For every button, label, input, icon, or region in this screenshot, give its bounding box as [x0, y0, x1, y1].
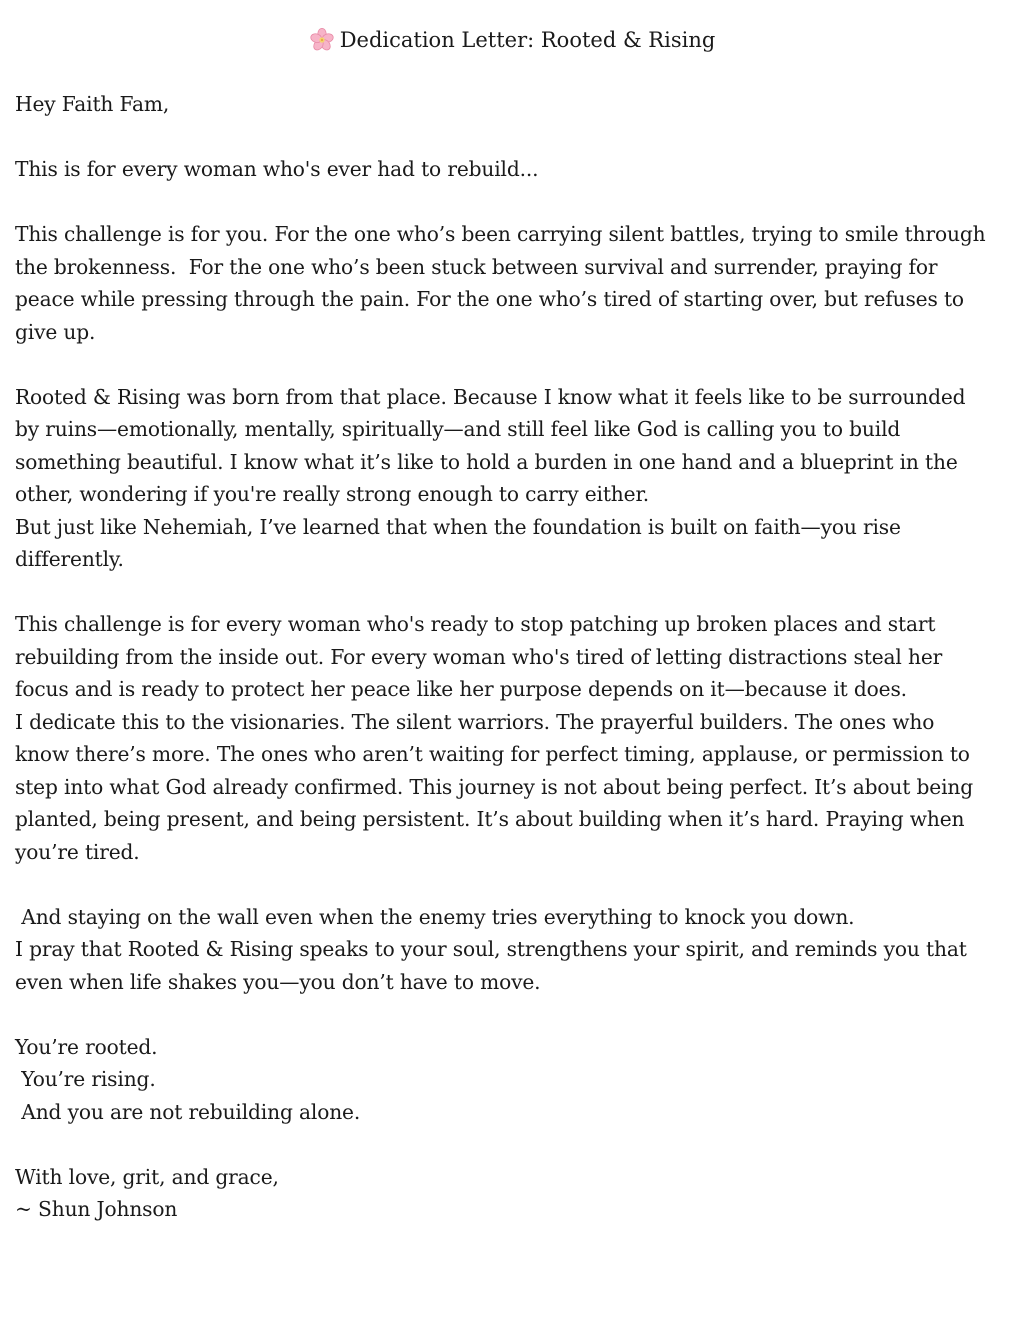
- letter-page: [15, 0, 1010, 1226]
- paragraph-5: [15, 1031, 1010, 1129]
- paragraph-2: [15, 381, 1010, 576]
- text-line: This challenge is for every woman who's ready to stop patching up broken places and start: [15, 612, 936, 636]
- closing-line: With love, grit, and grace,: [15, 1164, 279, 1189]
- text-line: step into what God already confirmed. This journey is not about being perfect. It’s about being: [15, 774, 974, 799]
- text-line: This challenge is for you. For the one who’s been carrying silent battles, trying to smile through: [15, 222, 986, 246]
- intro-line: This is for every woman who's ever had to rebuild...: [15, 157, 539, 181]
- text-line: I dedicate this to the visionaries. The silent warriors. The prayerful builders. The ones who: [15, 709, 935, 734]
- letter-title-text: Dedication Letter: Rooted & Rising: [339, 28, 716, 52]
- text-line: you’re tired.: [15, 839, 140, 864]
- paragraph-1: [15, 218, 1010, 348]
- text-line: something beautiful. I know what it’s like to hold a burden in one hand and a blueprint in the: [15, 449, 958, 474]
- text-line: the brokenness. For the one who’s been stuck between survival and surrender, praying for: [15, 254, 938, 279]
- cherry-blossom-icon: [310, 28, 334, 52]
- text-line: focus and is ready to protect her peace like her purpose depends on it—because it does.: [15, 677, 907, 701]
- text-line: And staying on the wall even when the enemy tries everything to knock you down.: [15, 904, 855, 929]
- text-line: Rooted & Rising was born from that place. Because I know what it feels like to be surrounded: [15, 384, 966, 409]
- signature: ~ Shun Johnson: [15, 1197, 178, 1221]
- text-line: peace while pressing through the pain. For the one who’s tired of starting over, but refuses to: [15, 287, 964, 311]
- text-line: other, wondering if you're really strong enough to carry either.: [15, 482, 649, 506]
- text-line: planted, being present, and being persistent. It’s about building when it’s hard. Praying when: [15, 807, 965, 831]
- text-line: give up.: [15, 319, 96, 344]
- text-line: I pray that Rooted & Rising speaks to your soul, strengthens your spirit, and reminds you that: [15, 937, 967, 961]
- text-line: But just like Nehemiah, I’ve learned that when the foundation is built on faith—you rise: [15, 514, 901, 539]
- text-line: You’re rooted.: [15, 1034, 158, 1059]
- text-line: know there’s more. The ones who aren’t waiting for perfect timing, applause, or permission to: [15, 742, 970, 766]
- text-line: even when life shakes you—you don’t have to move.: [15, 969, 541, 994]
- text-line: And you are not rebuilding alone.: [15, 1099, 361, 1124]
- text-line: by ruins—emotionally, mentally, spiritually—and still feel like God is calling you to build: [15, 417, 901, 441]
- paragraph-4: [15, 901, 1010, 999]
- paragraph-3: [15, 608, 1010, 868]
- text-line: You’re rising.: [15, 1067, 156, 1091]
- letter-title: [15, 24, 1010, 56]
- text-line: differently.: [15, 547, 124, 571]
- text-line: rebuilding from the inside out. For every woman who's tired of letting distractions steal her: [15, 644, 943, 669]
- greeting: Hey Faith Fam,: [15, 92, 170, 116]
